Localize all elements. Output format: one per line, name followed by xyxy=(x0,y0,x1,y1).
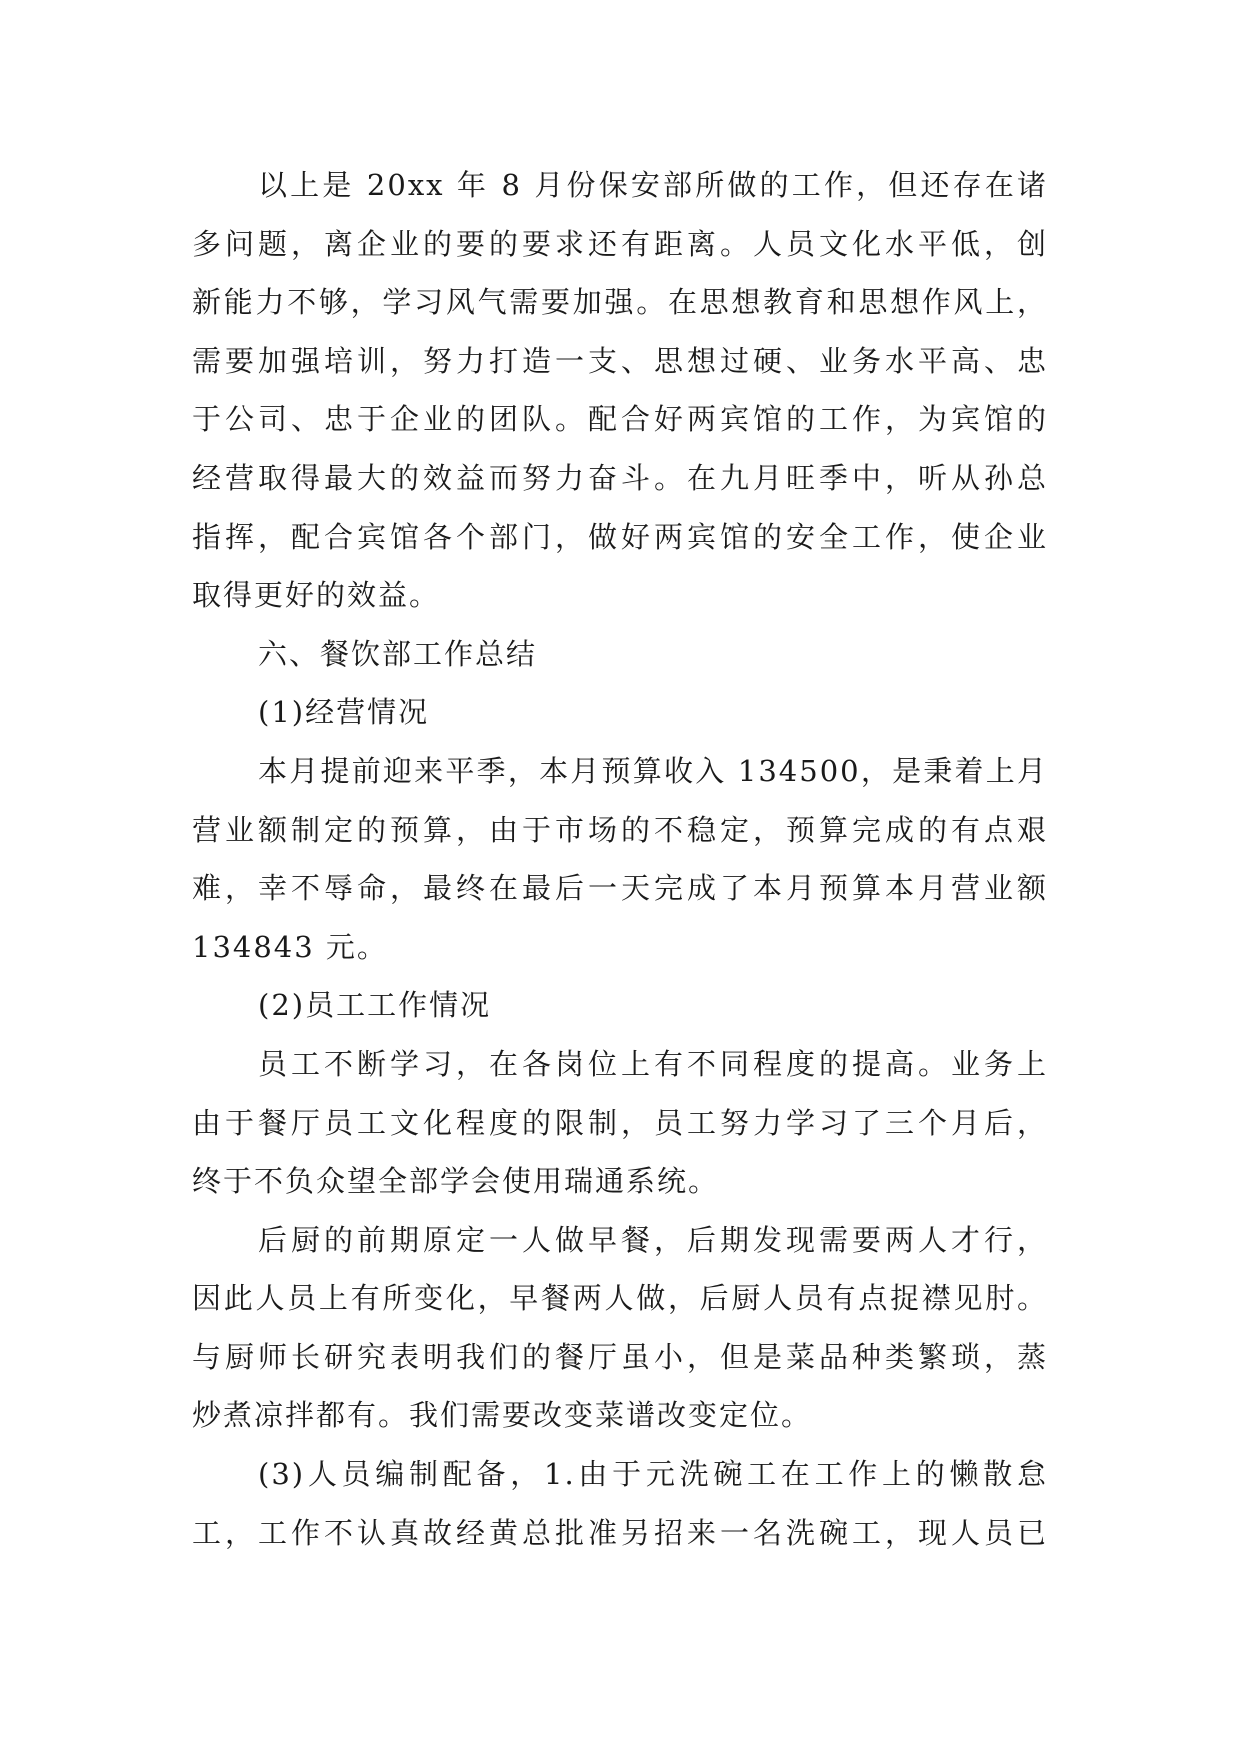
paragraph-business-status xyxy=(192,742,1048,976)
text-line: (3)人员编制配备，1.由于元洗碗工在工作上的懒散怠 xyxy=(258,1457,1048,1492)
text-line: 后厨的前期原定一人做早餐，后期发现需要两人才行， xyxy=(258,1222,1048,1257)
text-line: 指挥，配合宾馆各个部门，做好两宾馆的安全工作，使企业 xyxy=(192,519,1048,554)
text-line: 员工不断学习，在各岗位上有不同程度的提高。业务上 xyxy=(258,1046,1048,1081)
text-line: 由于餐厅员工文化程度的限制，员工努力学习了三个月后， xyxy=(192,1105,1048,1140)
text-line: 本月提前迎来平季，本月预算收入 134500，是秉着上月 xyxy=(258,753,1048,788)
text-line: 工，工作不认真故经黄总批准另招来一名洗碗工，现人员已 xyxy=(192,1515,1048,1550)
text-line: 以上是 20xx 年 8 月份保安部所做的工作，但还存在诸 xyxy=(258,168,1048,202)
paragraph-security-summary xyxy=(192,156,1048,625)
text-line: 炒煮凉拌都有。我们需要改变菜谱改变定位。 xyxy=(192,1398,813,1433)
subsection-heading-text: (1)经营情况 xyxy=(258,695,430,730)
paragraph-staffing xyxy=(192,1445,1048,1562)
paragraph-kitchen xyxy=(192,1211,1048,1445)
subsection-heading xyxy=(192,976,1048,1035)
text-line: 多问题，离企业的要的要求还有距离。人员文化水平低，创 xyxy=(192,226,1048,261)
text-line: 难，幸不辱命，最终在最后一天完成了本月预算本月营业额 xyxy=(192,871,1048,906)
subsection-heading-text: (2)员工工作情况 xyxy=(258,988,492,1023)
section-heading-text: 六、餐饮部工作总结 xyxy=(258,636,538,671)
text-line: 终于不负众望全部学会使用瑞通系统。 xyxy=(192,1164,720,1199)
text-line: 营业额制定的预算，由于市场的不稳定，预算完成的有点艰 xyxy=(192,812,1048,847)
text-line: 于公司、忠于企业的团队。配合好两宾馆的工作，为宾馆的 xyxy=(192,402,1048,437)
text-line: 因此人员上有所变化，早餐两人做，后厨人员有点捉襟见肘。 xyxy=(192,1281,1048,1316)
text-line: 134843 元。 xyxy=(192,929,388,964)
paragraph-staff-work xyxy=(192,1035,1048,1211)
text-line: 与厨师长研究表明我们的餐厅虽小，但是菜品种类繁琐，蒸 xyxy=(192,1339,1048,1374)
text-line: 取得更好的效益。 xyxy=(192,578,441,613)
subsection-heading xyxy=(192,683,1048,742)
section-heading xyxy=(192,625,1048,684)
text-line: 经营取得最大的效益而努力奋斗。在九月旺季中，听从孙总 xyxy=(192,460,1048,495)
text-line: 新能力不够，学习风气需要加强。在思想教育和思想作风上， xyxy=(192,285,1048,320)
text-line: 需要加强培训，努力打造一支、思想过硬、业务水平高、忠 xyxy=(192,343,1048,378)
document-body xyxy=(192,156,1048,1562)
